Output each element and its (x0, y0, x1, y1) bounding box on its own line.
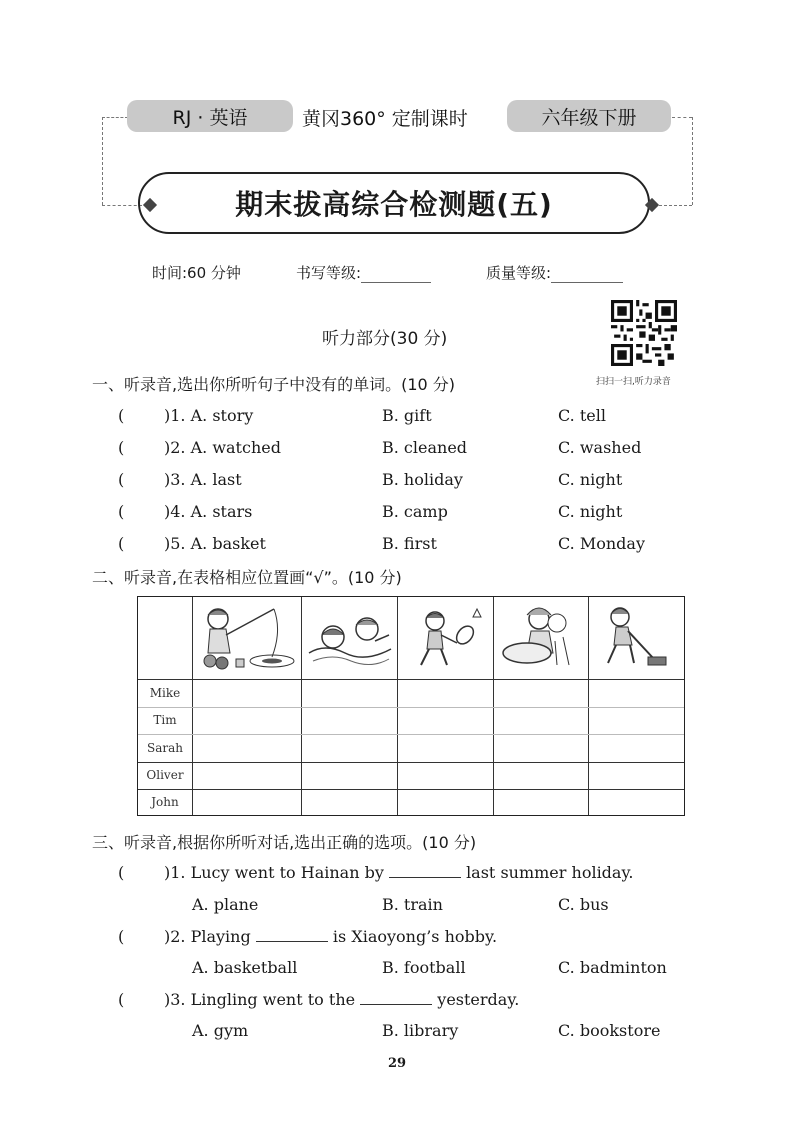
sweeping-picture (592, 601, 682, 673)
header-dash-left (102, 117, 128, 118)
question-stem (164, 990, 519, 1009)
option-b: B. football (382, 958, 466, 977)
option-a: )1. A. story (164, 406, 254, 425)
option-b: B. train (382, 895, 443, 914)
option-a: A. gym (192, 1021, 249, 1040)
option-c: C. night (558, 502, 623, 521)
part1-title: 一、听录音,选出你所听句子中没有的单词。(10 分) (92, 375, 456, 394)
swimming-picture (305, 607, 395, 673)
part3-title: 三、听录音,根据你所听对话,选出正确的选项。(10 分) (92, 833, 477, 852)
question-stem (164, 927, 497, 946)
answer-paren[interactable]: ( (118, 406, 125, 425)
header-dash-right-bottom (654, 205, 692, 206)
stem-end: last summer holiday. (466, 863, 634, 882)
answer-blank[interactable] (389, 863, 461, 878)
writing-grade-blank[interactable] (361, 266, 431, 283)
answer-paren[interactable]: ( (118, 470, 125, 489)
page-number: 29 (387, 1056, 407, 1071)
answer-paren[interactable]: ( (118, 927, 125, 946)
option-b: B. cleaned (382, 438, 468, 457)
stem-start: )3. Lingling went to the (164, 990, 356, 1009)
header-dash-left-vertical (102, 117, 103, 205)
option-b: B. library (382, 1021, 459, 1040)
writing-grade-label: 书写等级: (296, 264, 362, 282)
stem-end: is Xiaoyong’s hobby. (332, 927, 498, 946)
quality-grade-label: 质量等级: (486, 264, 552, 282)
time-limit: 时间:60 分钟 (152, 264, 241, 282)
option-c: C. washed (558, 438, 642, 457)
eating-picture (497, 601, 587, 673)
option-b: B. first (382, 534, 437, 553)
quality-grade (486, 262, 623, 283)
option-c: C. night (558, 470, 623, 489)
option-a: A. plane (192, 895, 259, 914)
header-dash-right (672, 117, 692, 118)
option-b: B. camp (382, 502, 448, 521)
question-stem (164, 863, 633, 882)
header-dash-right-vertical (692, 117, 693, 205)
stem-start: )1. Lucy went to Hainan by (164, 863, 384, 882)
option-c: C. bookstore (558, 1021, 661, 1040)
qr-caption: 扫扫一扫,听力录音 (596, 377, 671, 387)
quality-grade-blank[interactable] (551, 266, 623, 283)
option-a: )3. A. last (164, 470, 242, 489)
answer-paren[interactable]: ( (118, 863, 125, 882)
answer-paren[interactable]: ( (118, 502, 125, 521)
answer-paren[interactable]: ( (118, 534, 125, 553)
row-name-sarah: Sarah (147, 741, 183, 755)
header-dash-left-bottom (102, 205, 142, 206)
row-name-john: John (151, 795, 179, 809)
option-b: B. gift (382, 406, 432, 425)
row-name-oliver: Oliver (146, 768, 184, 782)
row-name-tim: Tim (153, 713, 177, 727)
option-a: )4. A. stars (164, 502, 253, 521)
stem-end: yesterday. (437, 990, 520, 1009)
badminton-picture (401, 603, 493, 673)
answer-blank[interactable] (256, 927, 328, 942)
option-a: )5. A. basket (164, 534, 266, 553)
grade-pill: 六年级下册 (507, 100, 671, 132)
option-c: C. bus (558, 895, 609, 914)
answer-blank[interactable] (360, 990, 432, 1005)
option-c: C. Monday (558, 534, 645, 553)
option-a: A. basketball (192, 958, 298, 977)
part2-title: 二、听录音,在表格相应位置画“√”。(10 分) (92, 568, 402, 587)
subject-pill: RJ · 英语 (127, 100, 293, 132)
activity-table (137, 596, 685, 816)
option-a: )2. A. watched (164, 438, 281, 457)
row-name-mike: Mike (149, 686, 181, 700)
fishing-picture (196, 601, 298, 675)
listening-section-title: 听力部分(30 分) (322, 329, 448, 349)
option-b: B. holiday (382, 470, 463, 489)
answer-paren[interactable]: ( (118, 438, 125, 457)
exam-title: 期末拔高综合检测题(五) (235, 188, 553, 221)
title-frame (138, 172, 650, 234)
series-name: 黄冈360° 定制课时 (302, 108, 468, 130)
option-c: C. tell (558, 406, 606, 425)
qr-code-icon[interactable] (611, 300, 677, 366)
writing-grade (296, 262, 431, 283)
answer-paren[interactable]: ( (118, 990, 125, 1009)
stem-start: )2. Playing (164, 927, 251, 946)
option-c: C. badminton (558, 958, 667, 977)
